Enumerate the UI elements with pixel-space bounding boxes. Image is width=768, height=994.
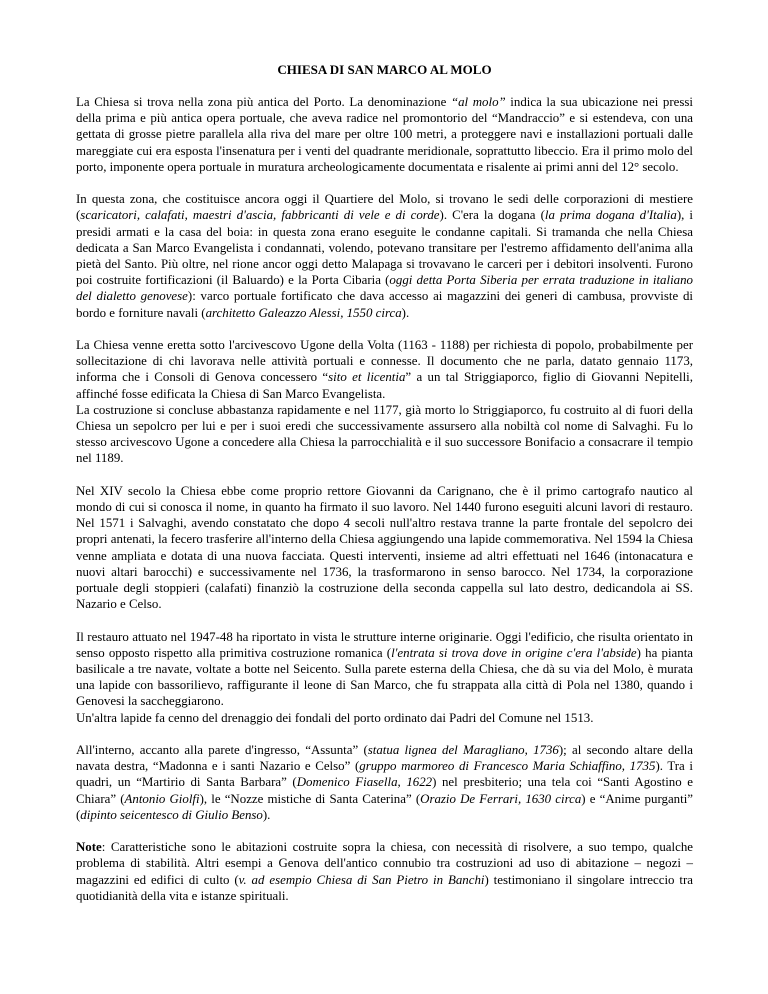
text-segment: ). C'era la dogana (	[439, 208, 545, 223]
text-segment: ): varco portuale fortificato che dava accesso ai magazzini dei generi di cambusa, provviste di bordo e forniture navali (	[76, 289, 693, 320]
italic-text: scaricatori, calafati, maestri d'ascia, fabbricanti di vele e di corde	[80, 208, 440, 223]
paragraph	[76, 742, 693, 823]
text-segment: ); al secondo altare della navata destra, “Madonna e i santi Nazario e Celso” (	[76, 743, 694, 774]
text-segment: ), le “Nozze mistiche di Santa Caterina” (	[199, 791, 421, 806]
text-segment: ” a un tal Striggiaporco, figlio di Giovanni Nepitelli, affinché fosse edificata la Chiesa di San Marco Evangelista.	[76, 370, 693, 401]
document-page	[76, 62, 693, 920]
italic-text: “al molo”	[450, 95, 506, 109]
paragraph	[76, 710, 693, 726]
text-segment: ).	[401, 305, 410, 320]
italic-text: gruppo marmoreo di Francesco Maria Schiaffino, 1735	[359, 759, 656, 774]
text-segment: All'interno, accanto alla parete d'ingresso, “Assunta” (	[76, 743, 368, 758]
text-segment: Un'altra lapide fa cenno del drenaggio dei fondali del porto ordinato dai Padri del Comune nel 1513.	[76, 710, 594, 725]
italic-text: statua lignea del Maragliano, 1736	[367, 743, 559, 758]
text-segment: : Caratteristiche sono le abitazioni costruite sopra la chiesa, con necessità di risolvere, a suo tempo, qualche problema di stabilità. Altri esempi a Genova dell'antico connubio tra costruzioni ad uso di abitazione – negozi – magazzini ed edifici di culto (	[76, 840, 693, 887]
text-segment: Nel XIV secolo la Chiesa ebbe come proprio rettore Giovanni da Carignano, che è il primo cartografo nautico al mondo di cui si conosca il nome, in quanto ha firmato il suo lavoro. Nel 1440 furono eseguiti alcuni lavori di restauro. Nel 1571 i Salvaghi, avendo constatato che dopo 4 secoli null'altro restava tranne la parte frontale del sepolcro dei propri antenati, la fecero trasferire all'interno della Chiesa aggiungendo una lapide commemorativa. Nel 1594 la Chiesa venne ampliata e dotata di una nuova facciata. Questi interventi, insieme ad altri effettuati nel 1646 (intonacatura e nuovi altari barocchi) e successivamente nel 1736, la trasformarono in senso barocco. Nel 1734, la corporazione portuale degli stoppieri (calafati) finanziò la costruzione della seconda cappella sul lato destro, dedicandola ai SS. Nazario e Celso.	[76, 483, 693, 612]
document-body	[76, 94, 693, 904]
text-segment: ).	[262, 807, 271, 822]
text-segment: La Chiesa si trova nella zona più antica del Porto. La denominazione	[76, 95, 451, 109]
document-title: CHIESA DI SAN MARCO AL MOLO	[277, 62, 492, 77]
paragraph	[76, 483, 693, 613]
text-segment: La Chiesa venne eretta sotto l'arcivescovo Ugone della Volta (1163 - 1188) per richiesta di popolo, probabilmente per sollecitazione di chi lavorava nelle attività portuali e connesse. Il documento che ne parla, datato gennaio 1173, informa che i Consoli di Genova concessero “	[76, 338, 693, 385]
italic-text: oggi detta Porta Siberia per errata traduzione in italiano del dialetto genovese	[76, 273, 693, 304]
italic-text: Orazio De Ferrari, 1630 circa	[420, 791, 582, 806]
italic-text: v. ad esempio Chiesa di San Pietro in Banchi	[238, 872, 485, 887]
italic-text: Antonio Giolfi	[124, 791, 200, 806]
paragraph	[76, 402, 693, 467]
text-segment: ) ha pianta basilicale a tre navate, voltate a botte nel Seicento. Sulla parete esterna della Chiesa, che dà su via del Molo, è murata una lapide con bassorilievo, raffigurante il leone di San Marco, che fu strappata alla città di Pola nel 1380, quando i Genovesi la saccheggiarono.	[76, 645, 693, 709]
paragraph	[76, 94, 693, 175]
italic-text: Domenico Fiasella, 1622	[296, 775, 433, 790]
text-segment: ), i presidi armati e la casa del boia: in questa zona erano eseguite le condanne capitali. Si tramanda che nella Chiesa dedicata a San Marco Evangelista i condannati, volendo, potevano transitare per l'estremo affidamento dell'anima alla pietà del Santo. Più oltre, nel rione ancor oggi detto Malapaga si trovavano le carceri per i debitori insolventi. Furono poi costruite fortificazioni (il Baluardo) e la Porta Cibaria (	[76, 208, 694, 288]
italic-text: architetto Galeazzo Alessi, 1550 circa	[205, 305, 402, 320]
text-segment: ) testimoniano il singolare intreccio tra quotidianità della vita e istanze spirituali.	[76, 872, 693, 903]
text-segment: ) e “Anime purganti” (	[76, 791, 694, 822]
italic-text: l'entrata si trova dove in origine c'era l'abside	[391, 645, 637, 660]
paragraph	[76, 191, 693, 321]
italic-text: sito et licentia	[328, 370, 406, 385]
text-segment: Il restauro attuato nel 1947-48 ha riportato in vista le strutture interne originarie. Oggi l'edificio, che risulta orientato in senso opposto rispetto alla primitiva costruzione romanica (	[76, 629, 693, 660]
paragraph	[76, 839, 693, 904]
text-segment: In questa zona, che costituisce ancora oggi il Quartiere del Molo, si trovano le sedi delle corporazioni di mestiere (	[76, 192, 693, 223]
paragraph	[76, 629, 693, 710]
text-segment: indica la sua ubicazione nei pressi della prima e più antica opera portuale, che aveva radice nel promontorio del “Mandraccio” e si estendeva, con una gettata di grosse pietre parallela alla riva del mare per oltre 100 metri, a proteggere navi e installazioni portuali dalle mareggiate cui era esposta l'insenatura per i venti del quadrante meridionale, soprattutto libeccio. Era il primo molo del porto, imponente opera portuale in muratura archeologicamente documentata e risalente ai primi anni del 12° secolo.	[76, 95, 693, 174]
italic-text: la prima dogana d'Italia	[544, 208, 677, 223]
bold-text: Note	[76, 840, 102, 855]
text-segment: La costruzione si concluse abbastanza rapidamente e nel 1177, già morto lo Striggiaporco, fu costruito al di fuori della Chiesa un sepolcro per lui e per i suoi eredi che successivamente assursero alla nobiltà col nome di Salvaghi. Fu lo stesso arcivescovo Ugone a concedere alla Chiesa la parrocchialità e il suo successore Bonifacio a consacrare il tempio nel 1189.	[76, 402, 693, 466]
text-segment: ) nel presbiterio; una tela coi “Santi Agostino e Chiara” (	[76, 775, 693, 806]
paragraph	[76, 337, 693, 402]
text-segment: ). Tra i quadri, un “Martirio di Santa Barbara” (	[76, 759, 693, 790]
italic-text: dipinto seicentesco di Giulio Benso	[80, 807, 263, 822]
